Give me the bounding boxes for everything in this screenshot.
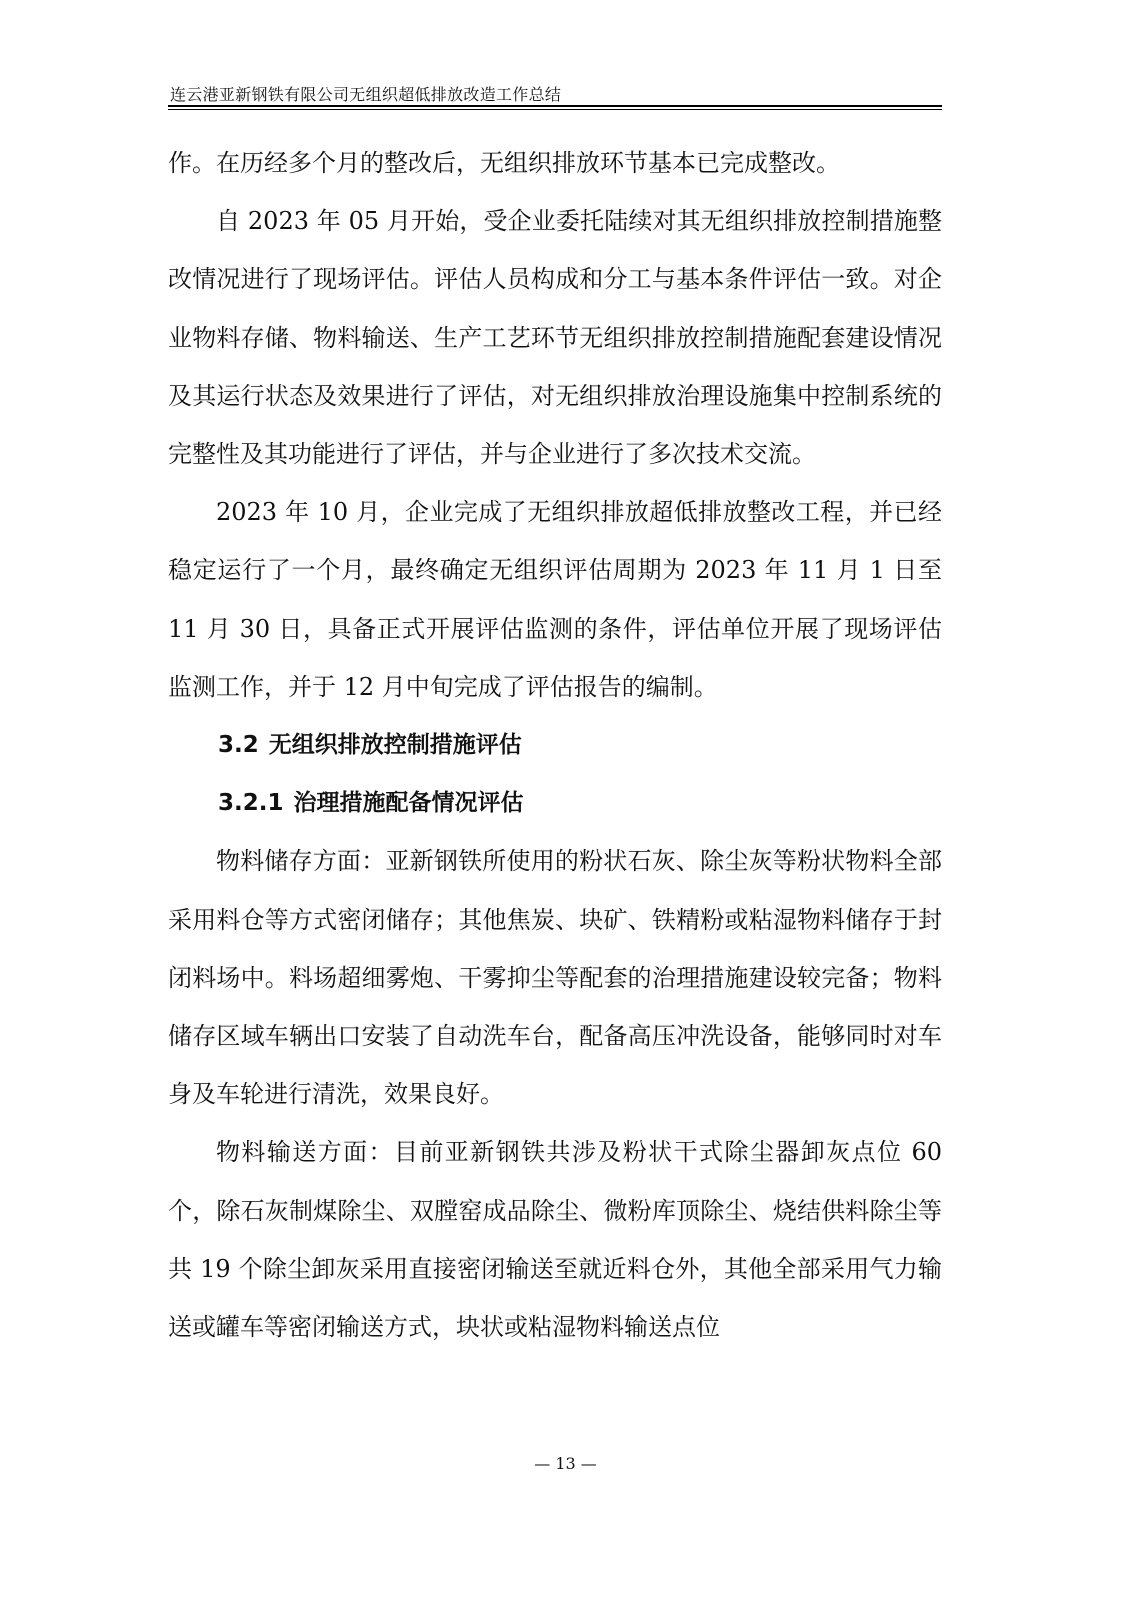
paragraph-evaluation-process: 自 2023 年 05 月开始，受企业委托陆续对其无组织排放控制措施整改情况进行了现场评估。评估人员构成和分工与基本条件评估一致。对企业物料存储、物料输送、生产工艺环节无组织排放控制措施配套建设情况及其运行状态及效果进行了评估，对无组织排放治理设施集中控制系统的完整性及其功能进行了评估，并与企业进行了多次技术交流。 [168,207,942,469]
section-number: 3.2 [218,732,259,759]
section-heading-3-2-1 [168,774,942,832]
subsection-number: 3.2.1 [218,790,284,817]
document-body [168,134,942,1356]
paragraph-material-transport: 物料输送方面：目前亚新钢铁共涉及粉状干式除尘器卸灰点位 60 个，除石灰制煤除尘、双膛窑成品除尘、微粉库顶除尘、烧结供料除尘等共 19 个除尘卸灰采用直接密闭输送至就近料仓外，其他全部采用气力输送或罐车等密闭输送方式，块状或粘湿物料输送点位 [168,1138,942,1342]
paragraph-completion-timeline: 2023 年 10 月，企业完成了无组织排放超低排放整改工程，并已经稳定运行了一个月，最终确定无组织评估周期为 2023 年 11 月 1 日至 11 月 30 日，具备正式开展评估监测的条件，评估单位开展了现场评估监测工作，并于 12 月中旬完成了评估报告的编制。 [168,498,942,701]
section-heading-3-2 [168,716,942,774]
page-number: — 13 — [534,1454,597,1473]
header-rule-thin [168,109,942,110]
page-header [168,78,942,108]
subsection-title: 治理措施配备情况评估 [293,790,524,817]
header-rule-thick [168,105,942,107]
paragraph-continuation: 作。在历经多个月的整改后，无组织排放环节基本已完成整改。 [168,149,840,177]
paragraph-material-storage: 物料储存方面：亚新钢铁所使用的粉状石灰、除尘灰等粉状物料全部采用料仓等方式密闭储存；其他焦炭、块矿、铁精粉或粘湿物料储存于封闭料场中。料场超细雾炮、干雾抑尘等配套的治理措施建设较完备；物料储存区域车辆出口安装了自动洗车台，配备高压冲洗设备，能够同时对车身及车轮进行清洗，效果良好。 [168,847,942,1109]
section-title: 无组织排放控制措施评估 [268,732,522,759]
header-title: 连云港亚新钢铁有限公司无组织超低排放改造工作总结 [170,85,562,104]
